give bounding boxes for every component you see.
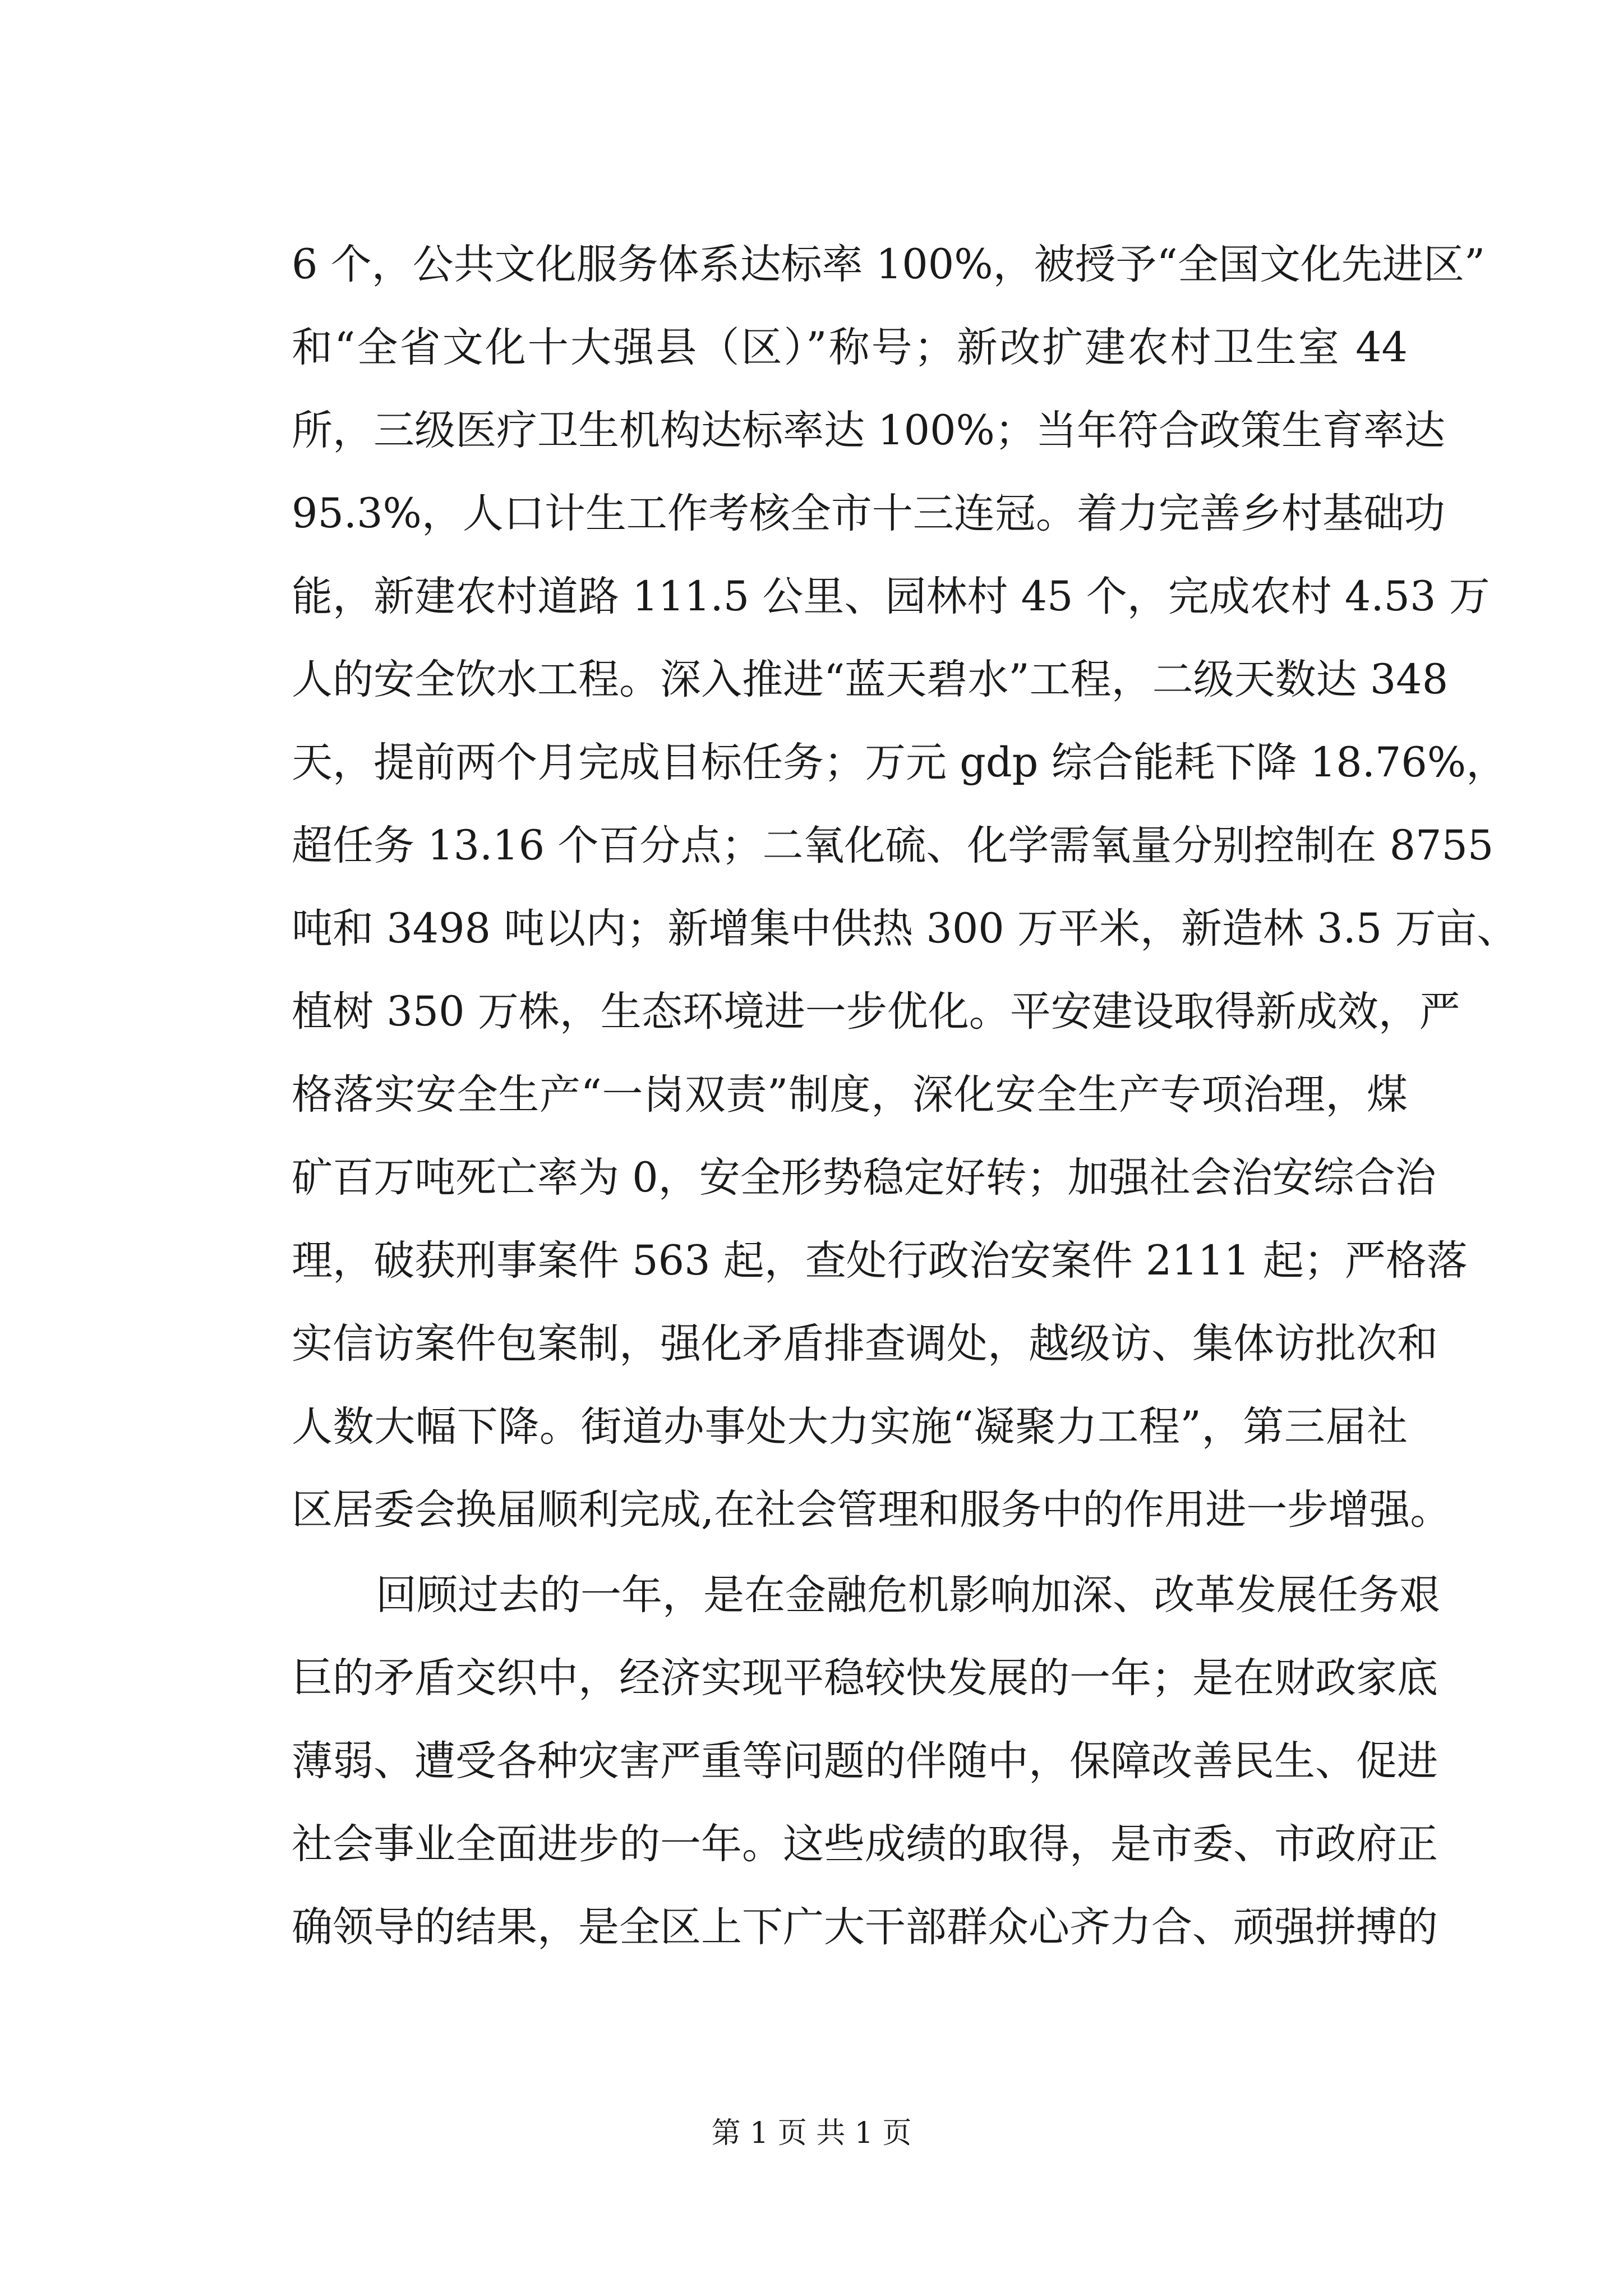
text-line: 植树 350 万株，生态环境进一步优化。平安建设取得新成效，严 (292, 988, 1460, 1036)
text-line: 天，提前两个月完成目标任务；万元 gdp 综合能耗下降 18.76%， (292, 739, 1507, 786)
paragraph-1 (292, 223, 1518, 1552)
text-line: 区居委会换届顺利完成,在社会管理和服务中的作用进一步增强。 (292, 1486, 1451, 1534)
text-line: 社会事业全面进步的一年。这些成绩的取得，是市委、市政府正 (292, 1820, 1438, 1868)
text-line: 回顾过去的一年，是在金融危机影响加深、改革发展任务艰 (376, 1571, 1440, 1619)
text-line: 6 个，公共文化服务体系达标率 100%，被授予“全国文化先进区” (292, 241, 1486, 288)
text-line: 人的安全饮水工程。深入推进“蓝天碧水”工程，二级天数达 348 (292, 656, 1449, 703)
text-line: 和“全省文化十大强县（区）”称号；新改扩建农村卫生室 44 (292, 324, 1408, 371)
text-line: 所，三级医疗卫生机构达标率达 100%；当年符合政策生育率达 (292, 407, 1445, 454)
page-number-label: 第 1 页 共 1 页 (711, 2116, 912, 2150)
text-line: 实信访案件包案制，强化矛盾排查调处，越级访、集体访批次和 (292, 1320, 1438, 1368)
text-line: 吨和 3498 吨以内；新增集中供热 300 万平米，新造林 3.5 万亩、 (292, 905, 1518, 953)
text-line: 矿百万吨死亡率为 0，安全形势稳定好转；加强社会治安综合治 (292, 1154, 1436, 1202)
text-line: 巨的矛盾交织中，经济实现平稳较快发展的一年；是在财政家底 (292, 1654, 1438, 1702)
text-line: 理，破获刑事案件 563 起，查处行政治安案件 2111 起；严格落 (292, 1237, 1468, 1285)
document-body (292, 223, 1518, 1969)
paragraph-2 (292, 1554, 1440, 1969)
text-line: 95.3%，人口计生工作考核全市十三连冠。着力完善乡村基础功 (292, 490, 1445, 537)
page-footer (0, 2114, 1623, 2153)
text-line: 薄弱、遭受各种灾害严重等问题的伴随中，保障改善民生、促进 (292, 1737, 1438, 1785)
text-line: 人数大幅下降。街道办事处大力实施“凝聚力工程”，第三届社 (292, 1403, 1408, 1451)
text-line: 确领导的结果，是全区上下广大干部群众心齐力合、顽强拼搏的 (292, 1903, 1438, 1951)
text-line: 格落实安全生产“一岗双责”制度，深化安全生产专项治理，煤 (292, 1071, 1408, 1119)
text-line: 超任务 13.16 个百分点；二氧化硫、化学需氧量分别控制在 8755 (292, 822, 1494, 869)
text-line: 能，新建农村道路 111.5 公里、园林村 45 个，完成农村 4.53 万 (292, 573, 1490, 620)
